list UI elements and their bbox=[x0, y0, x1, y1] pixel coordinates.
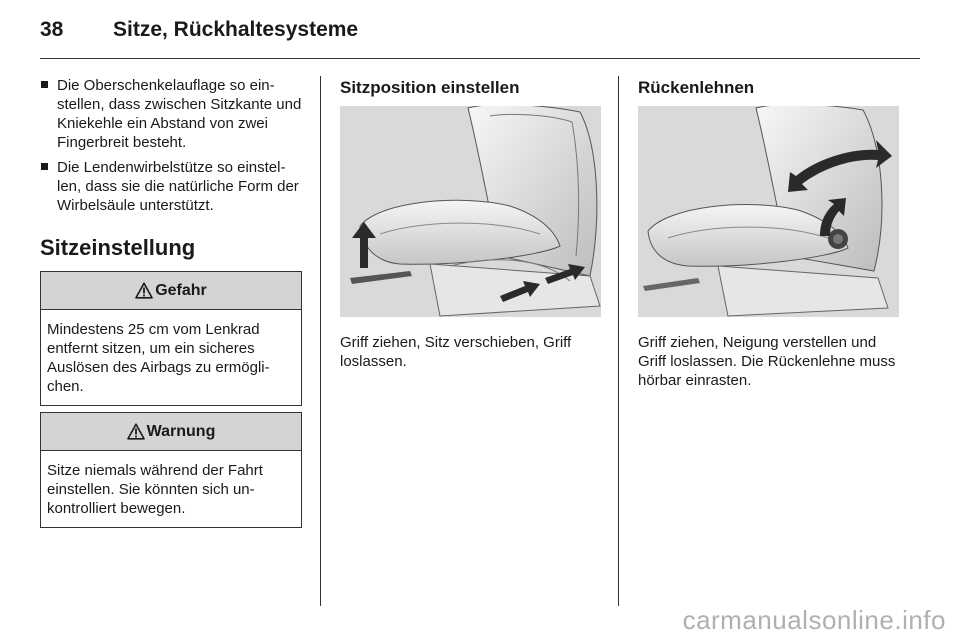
header-divider bbox=[40, 58, 920, 59]
danger-box bbox=[40, 271, 302, 406]
bullet-square-icon bbox=[41, 163, 48, 170]
backrest-heading: Rückenlehnen bbox=[638, 78, 755, 97]
backrest-recline-drawing bbox=[638, 106, 899, 317]
warning-box bbox=[40, 412, 302, 528]
column-right bbox=[638, 76, 900, 390]
page-title: Sitze, Rückhaltesysteme bbox=[113, 18, 359, 41]
list-item: Die Oberschenkelauflage so ein-stellen, dass zwischen Sitzkante und Kniekehle ein Abstand von zwei Fingerbreit besteht. bbox=[40, 76, 306, 152]
column-middle bbox=[340, 76, 602, 371]
column-left bbox=[40, 76, 306, 538]
seat-slide-drawing bbox=[340, 106, 601, 317]
bullet-list bbox=[40, 76, 306, 215]
warning-triangle-icon bbox=[135, 282, 153, 299]
bullet-square-icon bbox=[41, 81, 48, 88]
warning-box-header bbox=[41, 413, 301, 451]
danger-box-text: Mindestens 25 cm vom Lenkrad entfernt sitzen, um ein sicheres Auslösen des Airbags zu ermögli-chen. bbox=[47, 321, 270, 395]
danger-box-title: Gefahr bbox=[155, 281, 207, 299]
list-item: Die Lendenwirbelstütze so einstel-len, dass sie die natürliche Form der Wirbelsäule unterstützt. bbox=[40, 158, 306, 215]
page-header bbox=[40, 18, 920, 58]
column-divider-2 bbox=[618, 76, 619, 606]
section-heading: Sitzeinstellung bbox=[40, 235, 196, 260]
seat-position-heading: Sitzposition einstellen bbox=[340, 78, 520, 97]
watermark: carmanualsonline.info bbox=[682, 605, 946, 635]
seat-position-illustration bbox=[340, 106, 601, 317]
warning-box-text: Sitze niemals während der Fahrt einstellen. Sie könnten sich un-kontrolliert bewegen. bbox=[47, 462, 263, 517]
warning-triangle-icon bbox=[127, 423, 145, 440]
warning-box-title: Warnung bbox=[146, 422, 216, 440]
backrest-caption: Griff ziehen, Neigung verstellen und Griff loslassen. Die Rückenlehne muss hörbar einrasten. bbox=[638, 334, 896, 389]
column-divider-1 bbox=[320, 76, 321, 606]
danger-box-header bbox=[41, 272, 301, 310]
seat-position-caption: Griff ziehen, Sitz verschieben, Griff loslassen. bbox=[340, 334, 572, 370]
page-number: 38 bbox=[40, 18, 64, 41]
backrest-illustration bbox=[638, 106, 899, 317]
